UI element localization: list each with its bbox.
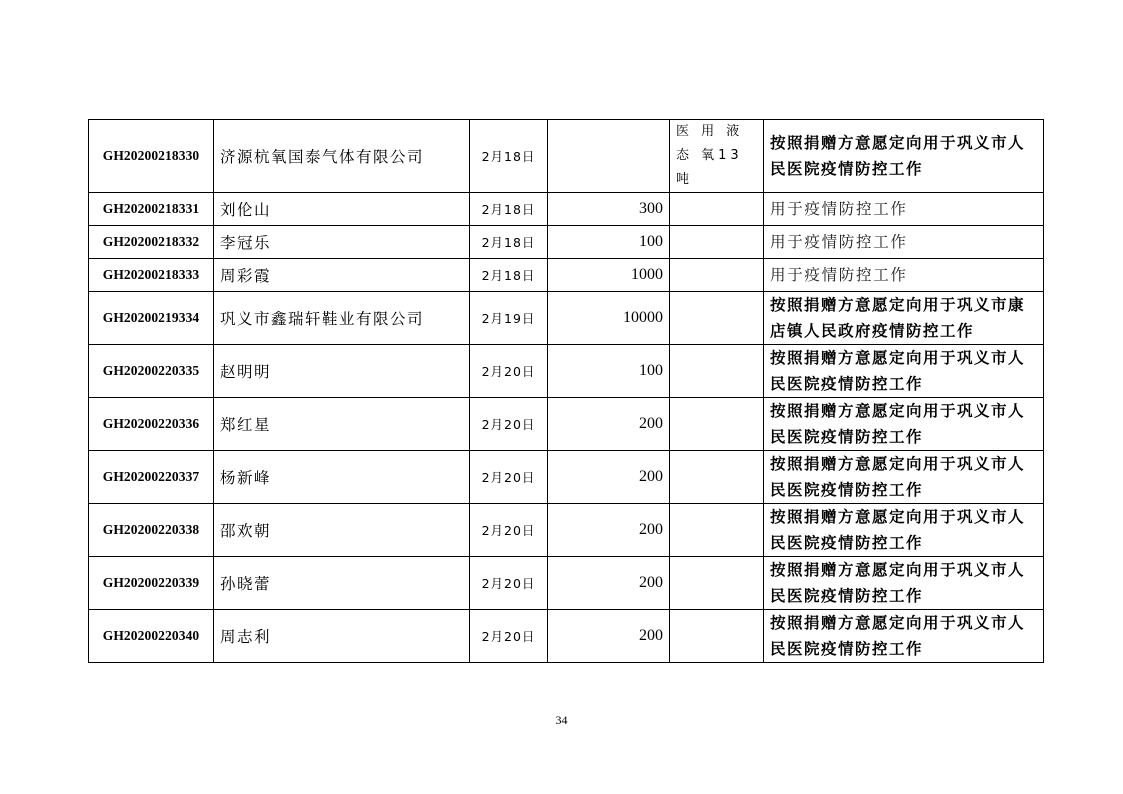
- donation-amount-cell: 100: [548, 226, 670, 259]
- donated-item-cell: [670, 504, 764, 557]
- donation-id-cell: GH20200220336: [89, 398, 214, 451]
- donation-id-cell: GH20200218333: [89, 259, 214, 292]
- donation-id-cell: GH20200220335: [89, 345, 214, 398]
- donation-id-cell: GH20200220338: [89, 504, 214, 557]
- donor-name-cell: 杨新峰: [214, 451, 470, 504]
- donated-item-cell: [670, 345, 764, 398]
- donated-item-cell: [670, 398, 764, 451]
- donation-purpose-cell: 按照捐赠方意愿定向用于巩义市康店镇人民政府疫情防控工作: [764, 292, 1044, 345]
- donor-name-cell: 孙晓蕾: [214, 557, 470, 610]
- donated-item-cell: [670, 451, 764, 504]
- donor-name-cell: 李冠乐: [214, 226, 470, 259]
- donated-item-cell: [670, 259, 764, 292]
- donation-date-cell: 2月20日: [470, 610, 548, 663]
- donation-table-body: [89, 120, 1044, 663]
- donation-date-cell: 2月18日: [470, 259, 548, 292]
- donation-purpose-cell: 用于疫情防控工作: [764, 226, 1044, 259]
- donation-amount-cell: 200: [548, 504, 670, 557]
- donation-id-cell: GH20200218330: [89, 120, 214, 193]
- donation-date-cell: 2月20日: [470, 451, 548, 504]
- table-row: [89, 610, 1044, 663]
- donation-id-cell: GH20200220339: [89, 557, 214, 610]
- donor-name-cell: 济源杭氧国泰气体有限公司: [214, 120, 470, 193]
- donation-date-cell: 2月20日: [470, 504, 548, 557]
- donation-id-cell: GH20200220340: [89, 610, 214, 663]
- table-row: [89, 557, 1044, 610]
- donation-purpose-cell: 用于疫情防控工作: [764, 259, 1044, 292]
- donation-purpose-cell: 按照捐赠方意愿定向用于巩义市人民医院疫情防控工作: [764, 120, 1044, 193]
- donation-amount-cell: 200: [548, 451, 670, 504]
- donated-item-cell: [670, 292, 764, 345]
- donated-item-cell: [670, 193, 764, 226]
- donation-table: [88, 119, 1044, 663]
- table-row: [89, 226, 1044, 259]
- donation-id-cell: GH20200219334: [89, 292, 214, 345]
- donation-purpose-cell: 按照捐赠方意愿定向用于巩义市人民医院疫情防控工作: [764, 345, 1044, 398]
- table-row: [89, 292, 1044, 345]
- donation-purpose-cell: 按照捐赠方意愿定向用于巩义市人民医院疫情防控工作: [764, 398, 1044, 451]
- donation-date-cell: 2月18日: [470, 120, 548, 193]
- donation-amount-cell: 300: [548, 193, 670, 226]
- donation-purpose-cell: 按照捐赠方意愿定向用于巩义市人民医院疫情防控工作: [764, 557, 1044, 610]
- donated-item-cell: [670, 557, 764, 610]
- donation-date-cell: 2月20日: [470, 398, 548, 451]
- donation-amount-cell: 10000: [548, 292, 670, 345]
- donation-date-cell: 2月18日: [470, 226, 548, 259]
- donation-date-cell: 2月20日: [470, 557, 548, 610]
- table-row: [89, 259, 1044, 292]
- table-row: [89, 345, 1044, 398]
- donor-name-cell: 赵明明: [214, 345, 470, 398]
- donation-purpose-cell: 按照捐赠方意愿定向用于巩义市人民医院疫情防控工作: [764, 451, 1044, 504]
- donation-amount-cell: 1000: [548, 259, 670, 292]
- donation-id-cell: GH20200218332: [89, 226, 214, 259]
- donation-amount-cell: 200: [548, 610, 670, 663]
- donation-amount-cell: [548, 120, 670, 193]
- donor-name-cell: 郑红星: [214, 398, 470, 451]
- donation-purpose-cell: 按照捐赠方意愿定向用于巩义市人民医院疫情防控工作: [764, 504, 1044, 557]
- donated-item-cell: 医 用 液 态 氧13吨: [670, 120, 764, 193]
- donation-purpose-cell: 按照捐赠方意愿定向用于巩义市人民医院疫情防控工作: [764, 610, 1044, 663]
- table-row: [89, 504, 1044, 557]
- donation-amount-cell: 100: [548, 345, 670, 398]
- page-number: 34: [555, 713, 568, 727]
- donated-item-cell: [670, 226, 764, 259]
- table-row: [89, 193, 1044, 226]
- donor-name-cell: 巩义市鑫瑞轩鞋业有限公司: [214, 292, 470, 345]
- donor-name-cell: 周彩霞: [214, 259, 470, 292]
- table-row: [89, 398, 1044, 451]
- donation-id-cell: GH20200218331: [89, 193, 214, 226]
- donation-amount-cell: 200: [548, 557, 670, 610]
- donation-date-cell: 2月19日: [470, 292, 548, 345]
- donated-item-cell: [670, 610, 764, 663]
- donation-amount-cell: 200: [548, 398, 670, 451]
- table-row: [89, 451, 1044, 504]
- donation-date-cell: 2月18日: [470, 193, 548, 226]
- donation-date-cell: 2月20日: [470, 345, 548, 398]
- donation-purpose-cell: 用于疫情防控工作: [764, 193, 1044, 226]
- donor-name-cell: 邵欢朝: [214, 504, 470, 557]
- donor-name-cell: 刘伦山: [214, 193, 470, 226]
- donation-id-cell: GH20200220337: [89, 451, 214, 504]
- donor-name-cell: 周志利: [214, 610, 470, 663]
- table-row: [89, 120, 1044, 193]
